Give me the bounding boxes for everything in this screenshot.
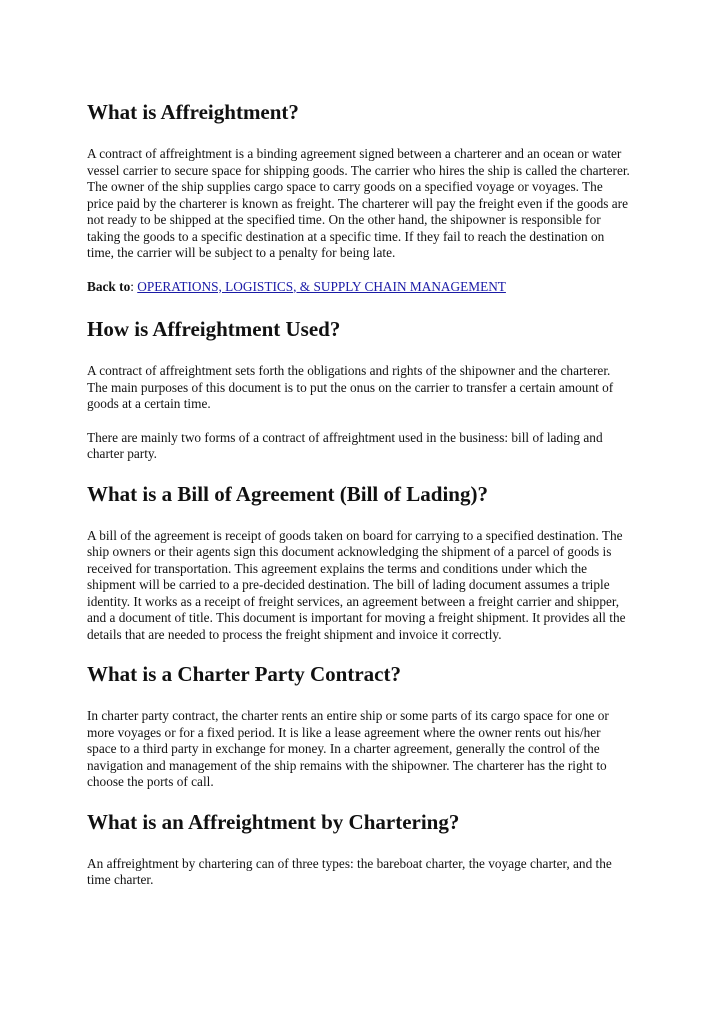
section-paragraph: In charter party contract, the charter rents an entire ship or some parts of its cargo space for one or more voyages or for a fixed period. It is like a lease agreement where the owner rents out his/her space to a third party in exchange for money. In a charter agreement, generally the control of the navigation and management of the ship remains with the shipowner. The charterer has the right to choose the ports of call. (87, 708, 609, 789)
section-paragraph: An affreightment by chartering can of three types: the bareboat charter, the voyage charter, and the time charter. (87, 855, 612, 887)
section-paragraph: A bill of the agreement is receipt of goods taken on board for carrying to a specified destination. The ship owners or their agents sign this document acknowledging the shipment of a parcel of goods is received for transportation. This agreement explains the terms and conditions under which the shipment will be carried to a pre-decided destination. The bill of lading document assumes a triple identity. It works as a receipt of freight services, an agreement between a freight carrier and shipper, and a document of title. This document is important for moving a freight shipment. It provides all the details that are needed to process the freight shipment and invoice it correctly. (87, 527, 626, 642)
back-to-separator: : (130, 278, 134, 294)
section-heading-affreightment-by-chartering: What is an Affreightment by Chartering? (87, 809, 460, 834)
back-to-line (87, 279, 632, 296)
back-to-link[interactable]: OPERATIONS, LOGISTICS, & SUPPLY CHAIN MANAGEMENT (137, 278, 506, 294)
back-to-label: Back to (87, 278, 131, 294)
section-paragraph: A contract of affreightment sets forth the obligations and rights of the shipowner and the charterer. The main purposes of this document is to put the onus on the carrier to transfer a certain amount of goods at a certain time. (87, 363, 614, 411)
section-paragraph: A contract of affreightment is a binding agreement signed between a charterer and an ocean or water vessel carrier to secure space for shipping goods. The carrier who hires the ship is called the charterer. The owner of the ship supplies cargo space to carry goods on a specified voyage or voyages. The price paid by the charterer is known as freight. The charterer will pay the freight even if the goods are not ready to be shipped at the specified time. On the other hand, the shipowner is responsible for taking the goods to a specific destination at a specific time. If they fail to reach the destination on time, the carrier will be subject to a penalty for being late. (87, 146, 630, 260)
section-paragraph: There are mainly two forms of a contract of affreightment used in the business: bill of lading and charter party. (87, 429, 603, 461)
section-heading-bill-of-lading: What is a Bill of Agreement (Bill of Lading)? (87, 481, 488, 506)
section-heading-how-is-affreightment-used: How is Affreightment Used? (87, 317, 341, 341)
document-page (87, 98, 632, 906)
section-heading-charter-party-contract: What is a Charter Party Contract? (87, 662, 401, 686)
section-heading-what-is-affreightment: What is Affreightment? (87, 100, 299, 124)
